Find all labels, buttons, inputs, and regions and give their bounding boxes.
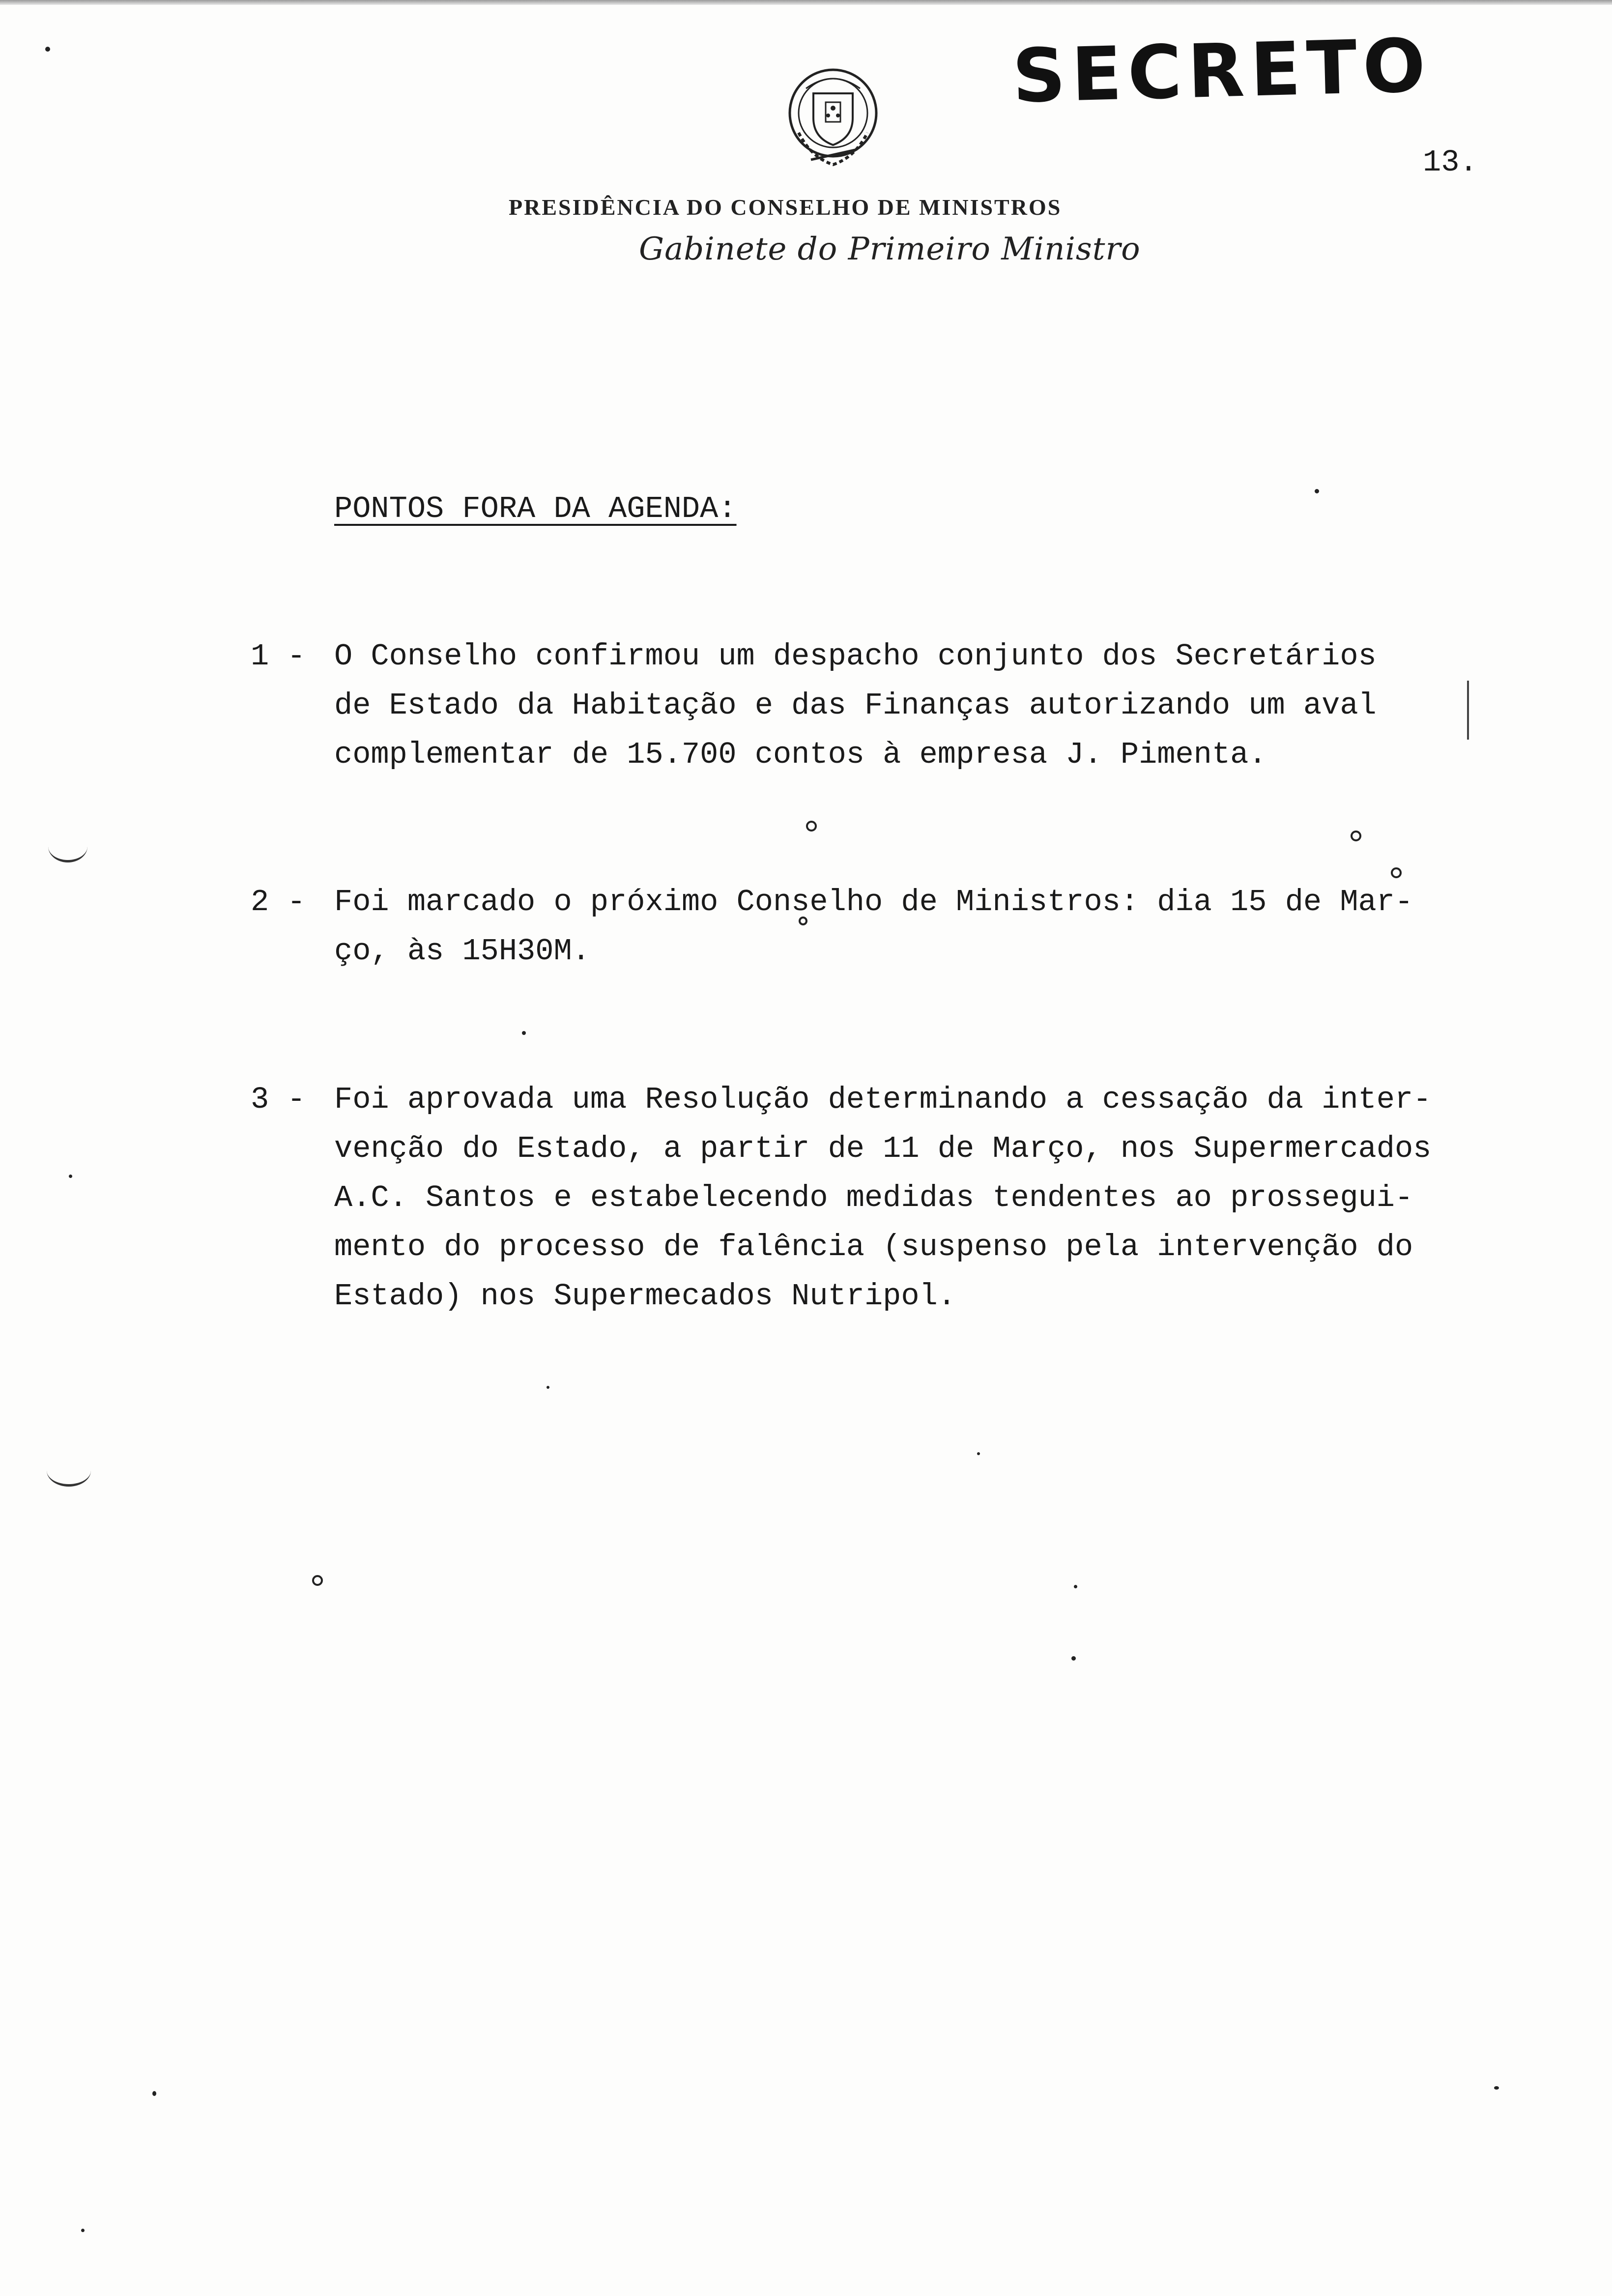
scan-ring-mark: [1391, 867, 1402, 878]
scan-speck: [1074, 1585, 1077, 1588]
scan-speck: [1315, 489, 1319, 493]
scan-speck: [547, 1386, 549, 1389]
item-line: Estado) nos Supermecados Nutripol.: [334, 1279, 956, 1314]
item-number: 3 -: [251, 1082, 306, 1117]
scan-vertical-mark: [1467, 681, 1469, 740]
page-top-edge: [0, 0, 1612, 5]
item-line: ço, às 15H30M.: [334, 934, 590, 969]
section-heading: PONTOS FORA DA AGENDA:: [334, 491, 737, 526]
scan-speck: [977, 1452, 980, 1455]
scan-speck: [1071, 1656, 1076, 1661]
item-line: Foi aprovada uma Resolução determinando a cessação da inter-: [334, 1082, 1432, 1117]
page-number: 13.: [1423, 145, 1478, 180]
scan-speck: [69, 1175, 72, 1178]
agenda-item: [251, 1075, 1538, 1321]
scan-ring-mark: [1351, 831, 1361, 841]
item-line: O Conselho confirmou um despacho conjunto dos Secretários: [334, 639, 1377, 674]
scan-ring-mark: [799, 917, 807, 925]
office-subheader: Gabinete do Primeiro Ministro: [639, 231, 1141, 267]
scan-ring-mark: [312, 1575, 323, 1586]
item-line: venção do Estado, a partir de 11 de Março, nos Supermercados: [334, 1131, 1432, 1166]
scan-speck: [81, 2229, 85, 2232]
item-number: 1 -: [251, 639, 306, 674]
scan-speck: [522, 1031, 526, 1035]
scan-margin-mark: [48, 831, 87, 862]
item-line: A.C. Santos e estabelecendo medidas tendentes ao prossegui-: [334, 1180, 1413, 1215]
agenda-item: [251, 632, 1538, 779]
item-text: [334, 878, 1538, 976]
item-line: complementar de 15.700 contos à empresa J. Pimenta.: [334, 737, 1267, 772]
scan-speck: [1494, 2086, 1499, 2090]
scan-margin-mark: [47, 1455, 91, 1487]
classification-stamp: SECRETO: [1011, 23, 1433, 120]
item-line: mento do processo de falência (suspenso pela intervenção do: [334, 1230, 1413, 1264]
coat-of-arms-seal-icon: [777, 59, 890, 177]
item-text: [334, 632, 1538, 779]
scan-speck: [152, 2091, 156, 2096]
scan-speck: [45, 47, 50, 52]
scan-ring-mark: [806, 821, 817, 832]
agenda-item: [251, 878, 1538, 976]
item-number: 2 -: [251, 885, 306, 919]
item-line: Foi marcado o próximo Conselho de Ministros: dia 15 de Mar-: [334, 885, 1413, 919]
item-line: de Estado da Habitação e das Finanças autorizando um aval: [334, 688, 1377, 723]
institution-header: PRESIDÊNCIA DO CONSELHO DE MINISTROS: [509, 195, 1062, 220]
item-text: [334, 1075, 1538, 1321]
